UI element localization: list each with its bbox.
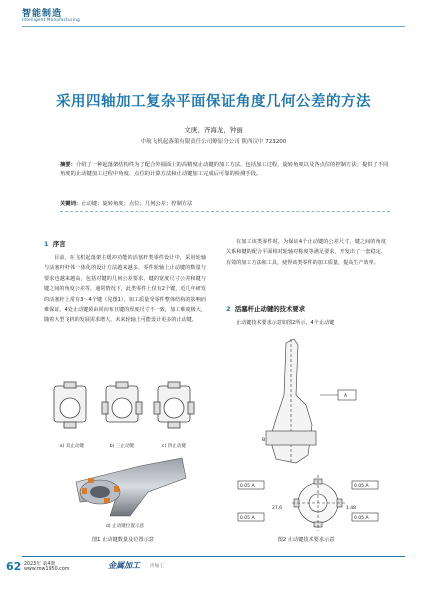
figure-1a-caption: a) 双止动键 bbox=[59, 444, 85, 449]
abstract-label: 摘要： bbox=[60, 162, 76, 168]
section-1-title: 序言 bbox=[52, 240, 66, 248]
figure-1-title: 图1 止动键数量及位置示意 bbox=[91, 537, 154, 543]
stop-key-highlight bbox=[82, 488, 87, 494]
page-number: 62 bbox=[6, 560, 22, 573]
section-brand: 智能制造 bbox=[22, 9, 63, 19]
figure-1-views-drawing bbox=[44, 380, 202, 440]
article-title: 采用四轴加工复杂平面保证角度几何公差的方法 bbox=[56, 94, 371, 110]
figure-1d-drawing bbox=[70, 452, 190, 520]
abstract-divider bbox=[60, 211, 390, 212]
fig2-dim-1: 27.6 bbox=[272, 506, 283, 511]
fig1a-drawing bbox=[54, 382, 86, 428]
section-1-number: 1 bbox=[44, 240, 49, 248]
fig2-tolerance-3: 0.05 A bbox=[240, 516, 255, 521]
fig2-datum-b: B bbox=[262, 438, 266, 443]
figure-2-svg bbox=[236, 335, 386, 531]
fig2-datum-a: A bbox=[344, 394, 348, 399]
section-1-heading bbox=[44, 239, 66, 248]
keywords bbox=[60, 199, 390, 207]
fig2-tolerance-4: 0.05 A bbox=[354, 516, 369, 521]
figure-1b-caption: b) 三止动键 bbox=[109, 444, 135, 449]
section-1-paragraph-1: 目前，在飞机起落架主缓冲功能的活塞杆类零件设计中，采用轮轴与活塞杆杆体一体化的设计方法越来越多，零件轮轴上止动键的数量与要求也越来越高，包括对键的几何公差要求、键的宽度尺寸公差和键与键之间的角度公差等。通常情况下，此类零件上仅有2个键，近几年研发的活塞杆上常有3～4个键（见图1），加工质量受零件整体结构的影响而难保证。4处止动键须由同向布且键的厚度尺寸不一致，加工难度极大，随着大型飞机的发展需求增大，未来轮轴上可能设计更多的止动键。 bbox=[44, 255, 206, 324]
stop-key-highlight bbox=[114, 486, 119, 492]
section-brand-english: Intelligent Manufacturing bbox=[22, 17, 80, 22]
figure-1d-caption: d) 止动键位置示意 bbox=[105, 524, 145, 529]
keywords-text: 止动键；旋转角度；点位；几何公差；控制方法 bbox=[81, 201, 193, 207]
article-authors: 文庚，齐海龙，钟丽 bbox=[184, 126, 243, 134]
section-2-number: 2 bbox=[226, 305, 231, 313]
stop-key-highlight bbox=[88, 478, 94, 483]
footer-issue: 2023年 第4期 bbox=[24, 562, 56, 567]
fig2-tolerance-2: 0.05 A bbox=[354, 484, 369, 489]
figure-1c-caption: c) 四止动键 bbox=[161, 444, 187, 449]
footer-magazine-sub: 冷加工 bbox=[150, 564, 164, 569]
keywords-label: 关键词： bbox=[60, 201, 82, 207]
article-affiliation: 中航飞机起落架有限责任公司燎原分公司 陕西汉中 723200 bbox=[140, 139, 287, 145]
fig2-dim-2: 1.48 bbox=[346, 506, 357, 511]
figure-1d-render bbox=[70, 452, 190, 520]
section-2-title: 活塞杆止动键的技术要求 bbox=[234, 305, 306, 313]
stop-key-highlight bbox=[104, 498, 110, 503]
section-1-paragraph-2: 在加工该类零件时，为保证4个止动键的公差尺寸、键之间的角度关系和键的配合平面相对轮轴对称度等满足要求，开发出了一套稳定、有效的加工方法和工具，使得该类零件的加工质量，提高生产效率。 bbox=[226, 239, 386, 266]
fig1c-drawing bbox=[154, 382, 194, 428]
footer-rule bbox=[22, 556, 405, 557]
abstract-text: 介绍了一种起落架结构件为了配合外圆面上的高精度止动键的加工方法，包括加工过程、旋转角度以及各点位的控制方法；提供了不同角度的止动键加工过程中角度、点位的计算方法和止动键加工完成后可靠的检测手段。 bbox=[60, 162, 389, 178]
footer-url: www.mw1950.com bbox=[24, 567, 70, 572]
figure-2-drawing bbox=[236, 335, 386, 531]
abstract bbox=[60, 161, 390, 180]
section-2-paragraph-1: 止动键技术要求示意如图2所示，4个止动键 bbox=[236, 320, 335, 326]
fig1b-drawing bbox=[102, 382, 142, 422]
header-rule bbox=[22, 26, 405, 27]
figure-1-views bbox=[44, 380, 202, 440]
section-2-heading bbox=[226, 304, 305, 313]
footer-magazine: 金属加工 bbox=[108, 561, 140, 570]
fig2-tolerance-1: 0.05 A bbox=[240, 484, 255, 489]
figure-2-title: 图2 止动键技术要求示意 bbox=[277, 537, 335, 543]
